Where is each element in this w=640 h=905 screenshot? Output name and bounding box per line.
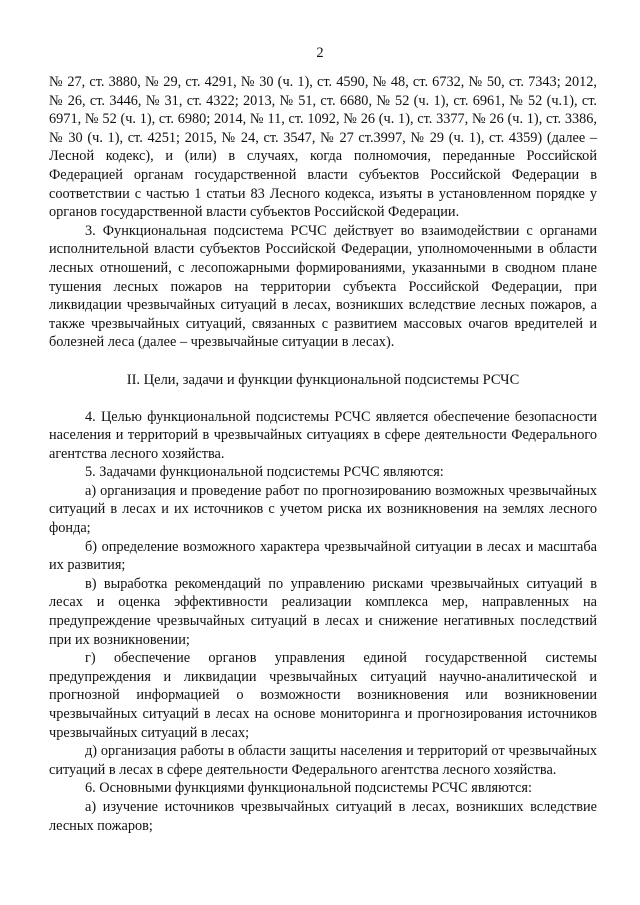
paragraph-continuation: № 27, ст. 3880, № 29, ст. 4291, № 30 (ч. 1), ст. 4590, № 48, ст. 6732, № 50, ст. 7343; 2012, № 26, ст. 3446, № 31, ст. 4322; 2013, № 51, ст. 6680, № 52 (ч. 1), ст. 6961, № 52 (ч.1), ст. 6971, № 52 (ч. 1), ст. 6980; 2014, № 11, ст. 1092, № 26 (ч. 1), ст. 3377, № 26 (ч. 1), ст. 3386, № 30 (ч. 1), ст. 4251; 2015, № 24, ст. 3547, № 27 ст.3997, № 29 (ч. 1), ст. 4359) (далее – Лесной кодекс), и (или) в случаях, когда полномочия, переданные Российской Федерацией органам государственной власти субъектов Российской Федерации в соответствии с частью 1 статьи 83 Лесного кодекса, изъяты в установленном порядке у органов государственной власти субъектов Российской Федерации. <box>49 74 597 221</box>
paragraph-6: 6. Основными функциями функциональной подсистемы РСЧС являются: <box>85 780 532 797</box>
section-heading: II. Цели, задачи и функции функциональной подсистемы РСЧС <box>126 371 520 388</box>
paragraph-4: 4. Целью функциональной подсистемы РСЧС является обеспечение безопасности населения и территорий в чрезвычайных ситуациях в сфере деятельности Федерального агентства лесного хозяйства. <box>49 408 597 462</box>
paragraph-5: 5. Задачами функциональной подсистемы РСЧС являются: <box>85 464 444 481</box>
list-item-5v: в) выработка рекомендаций по управлению рисками чрезвычайных ситуаций в лесах и оценка эффективности реализации комплекса мер, направленных на предупреждение чрезвычайных ситуаций в лесах и снижение негативных последствий при их возникновении; <box>49 575 597 648</box>
page-number: 2 <box>316 45 324 61</box>
list-item-5a: а) организация и проведение работ по прогнозированию возможных чрезвычайных ситуаций в лесах и их источников с учетом риска их возникновения на землях лесного фонда; <box>49 482 597 537</box>
list-item-5d: д) организация работы в области защиты населения и территорий от чрезвычайных ситуаций в лесах в сфере деятельности Федерального агентства лесного хозяйства. <box>49 743 597 778</box>
document-body <box>49 73 597 835</box>
paragraph-3: 3. Функциональная подсистема РСЧС действует во взаимодействии с органами исполнительной власти субъектов Российской Федерации, уполномоченными в области лесных отношений, с лесопожарными формированиями, указанными в сводном плане тушения лесных пожаров на территории субъекта Российской Федерации, при ликвидации чрезвычайных ситуаций в лесах, возникших вследствие лесных пожаров, а также чрезвычайных ситуаций, связанных с развитием массовых очагов вредителей и болезней леса (далее – чрезвычайные ситуации в лесах). <box>49 222 597 351</box>
list-item-5g: г) обеспечение органов управления единой государственной системы предупреждения и ликвидации чрезвычайных ситуаций научно-аналитической и прогнозной информацией о возможности возникновения или возникновении чрезвычайных ситуаций в лесах на основе мониторинга и прогнозирования источников чрезвычайных ситуаций в лесах; <box>49 650 597 741</box>
list-item-5b: б) определение возможного характера чрезвычайной ситуации в лесах и масштаба их развития; <box>49 538 597 574</box>
list-item-6a: а) изучение источников чрезвычайных ситуаций в лесах, возникших вследствие лесных пожаров; <box>49 798 597 834</box>
